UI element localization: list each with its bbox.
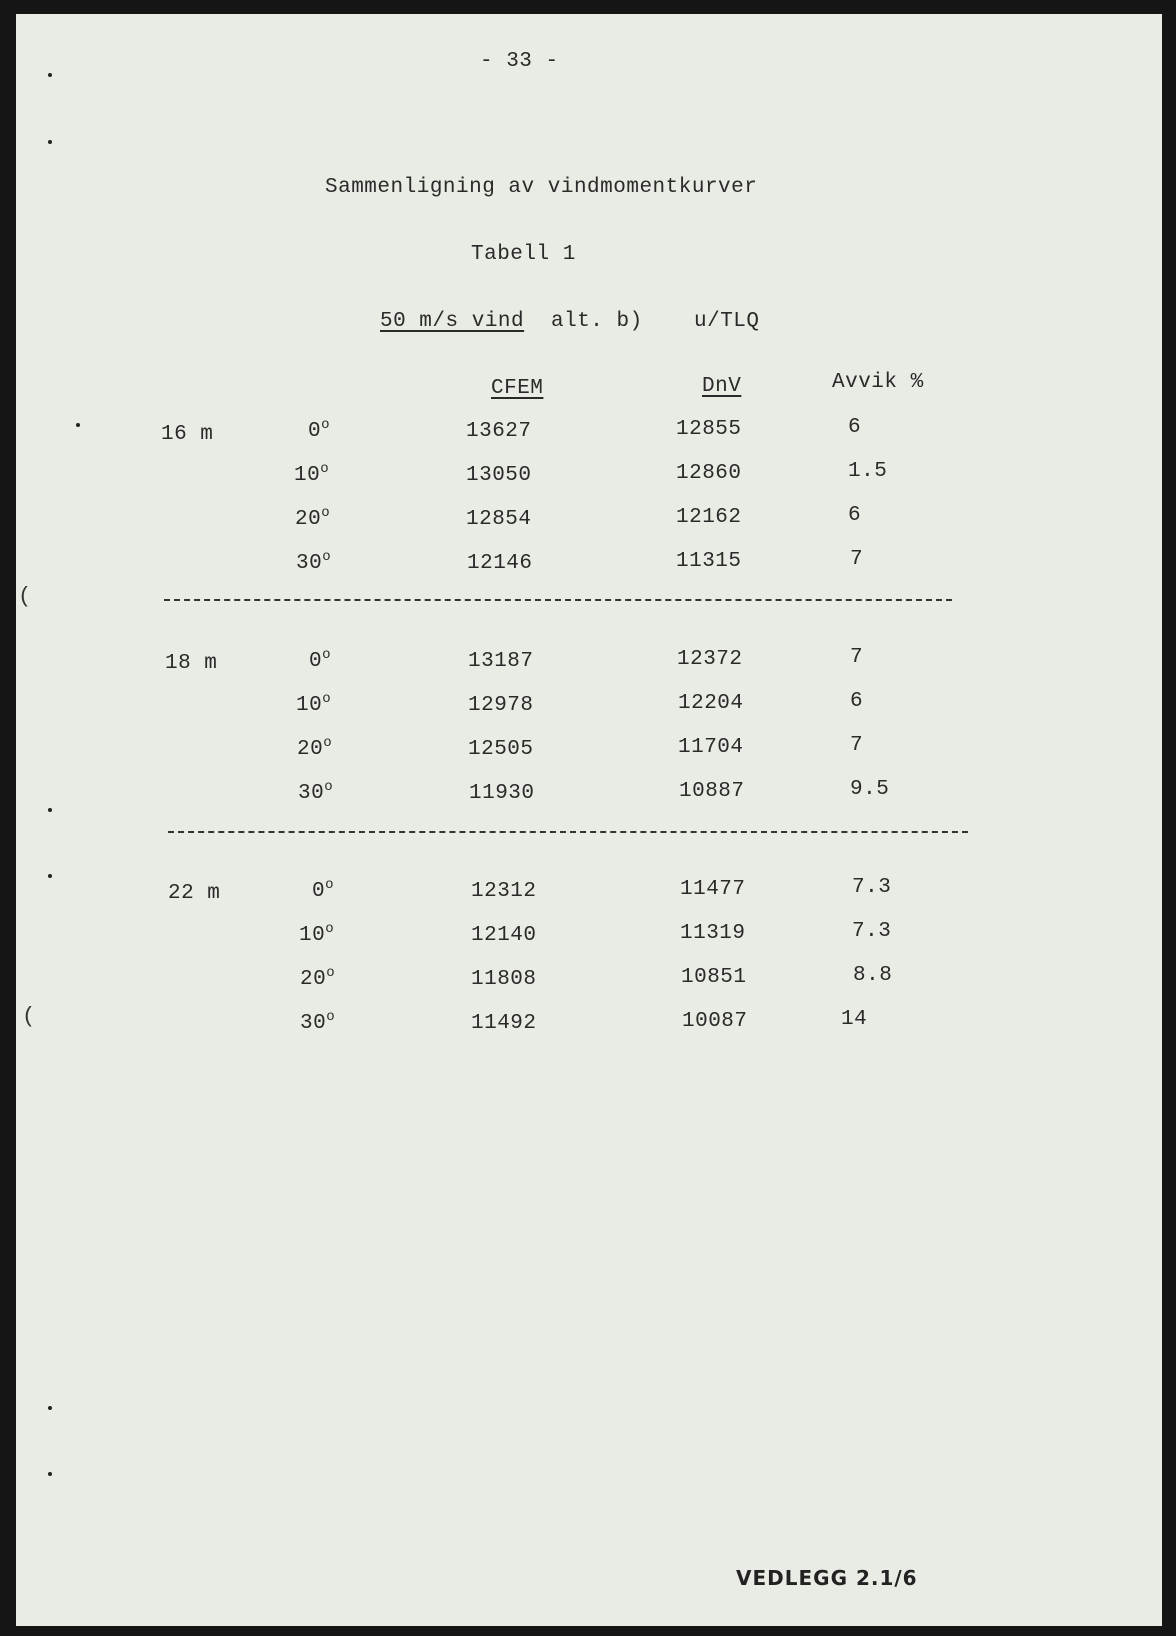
deviation-cell: 6 <box>850 690 864 713</box>
document-page <box>16 14 1162 1626</box>
condition-wind: 50 m/s vind <box>380 310 525 333</box>
condition-tlq: u/TLQ <box>694 310 760 333</box>
dnv-cell: 11477 <box>680 878 746 901</box>
dnv-cell: 12162 <box>676 506 742 529</box>
deviation-cell: 14 <box>841 1008 868 1031</box>
deviation-cell: 6 <box>848 416 862 439</box>
binder-hole-mark <box>48 140 52 144</box>
deviation-cell: 8.8 <box>853 964 893 987</box>
cfem-cell: 12312 <box>471 880 537 903</box>
cfem-cell: 11492 <box>471 1012 537 1035</box>
angle-cell: 10$^o$ <box>296 691 332 717</box>
deviation-cell: 1.5 <box>848 460 888 483</box>
cfem-cell: 12505 <box>468 738 534 761</box>
appendix-label: VEDLEGG 2.1/6 <box>736 1566 918 1590</box>
angle-cell: 30$^o$ <box>298 779 334 805</box>
binder-hole-mark <box>48 874 52 878</box>
dnv-cell: 10087 <box>682 1010 748 1033</box>
cfem-cell: 13050 <box>466 464 532 487</box>
binder-hole-mark <box>76 423 80 427</box>
angle-cell: 20$^o$ <box>300 965 336 991</box>
dnv-cell: 10851 <box>681 966 747 989</box>
dnv-cell: 11315 <box>676 550 742 573</box>
deviation-cell: 7 <box>850 734 864 757</box>
page-number: - 33 - <box>480 50 559 73</box>
dnv-cell: 12372 <box>677 648 743 671</box>
dnv-cell: 11319 <box>680 922 746 945</box>
punch-hole-shadow: ( <box>18 584 32 609</box>
group-depth: 18 m <box>165 652 218 675</box>
deviation-cell: 9.5 <box>850 778 890 801</box>
binder-hole-mark <box>48 1472 52 1476</box>
cfem-cell: 12140 <box>471 924 537 947</box>
cfem-cell: 13187 <box>468 650 534 673</box>
table-label: Tabell 1 <box>471 243 576 266</box>
deviation-cell: 7.3 <box>852 920 892 943</box>
cfem-cell: 12978 <box>468 694 534 717</box>
dnv-cell: 12204 <box>678 692 744 715</box>
angle-cell: 20$^o$ <box>295 505 331 531</box>
deviation-cell: 7.3 <box>852 876 892 899</box>
cfem-cell: 11808 <box>471 968 537 991</box>
deviation-cell: 7 <box>850 646 864 669</box>
group-depth: 22 m <box>168 882 221 905</box>
punch-hole-shadow: ( <box>22 1004 36 1029</box>
deviation-cell: 6 <box>848 504 862 527</box>
deviation-cell: 7 <box>850 548 864 571</box>
angle-cell: 30$^o$ <box>296 549 332 575</box>
angle-cell: 10$^o$ <box>299 921 335 947</box>
binder-hole-mark <box>48 73 52 77</box>
binder-hole-mark <box>48 808 52 812</box>
dnv-cell: 10887 <box>679 780 745 803</box>
condition-alt: alt. b) <box>551 310 643 333</box>
angle-cell: 20$^o$ <box>297 735 333 761</box>
header-dnv: DnV <box>702 375 742 398</box>
angle-cell: 0$^o$ <box>312 877 335 903</box>
group-depth: 16 m <box>161 423 214 446</box>
group-separator <box>164 599 952 601</box>
cfem-cell: 11930 <box>469 782 535 805</box>
angle-cell: 30$^o$ <box>300 1009 336 1035</box>
dnv-cell: 12860 <box>676 462 742 485</box>
document-title: Sammenligning av vindmomentkurver <box>325 176 758 199</box>
dnv-cell: 12855 <box>676 418 742 441</box>
cfem-cell: 13627 <box>466 420 532 443</box>
binder-hole-mark <box>48 1406 52 1410</box>
header-deviation: Avvik % <box>832 371 924 394</box>
angle-cell: 10$^o$ <box>294 461 330 487</box>
group-separator <box>168 831 968 833</box>
angle-cell: 0$^o$ <box>308 417 331 443</box>
angle-cell: 0$^o$ <box>309 647 332 673</box>
cfem-cell: 12854 <box>466 508 532 531</box>
header-cfem: CFEM <box>491 377 544 400</box>
dnv-cell: 11704 <box>678 736 744 759</box>
cfem-cell: 12146 <box>467 552 533 575</box>
